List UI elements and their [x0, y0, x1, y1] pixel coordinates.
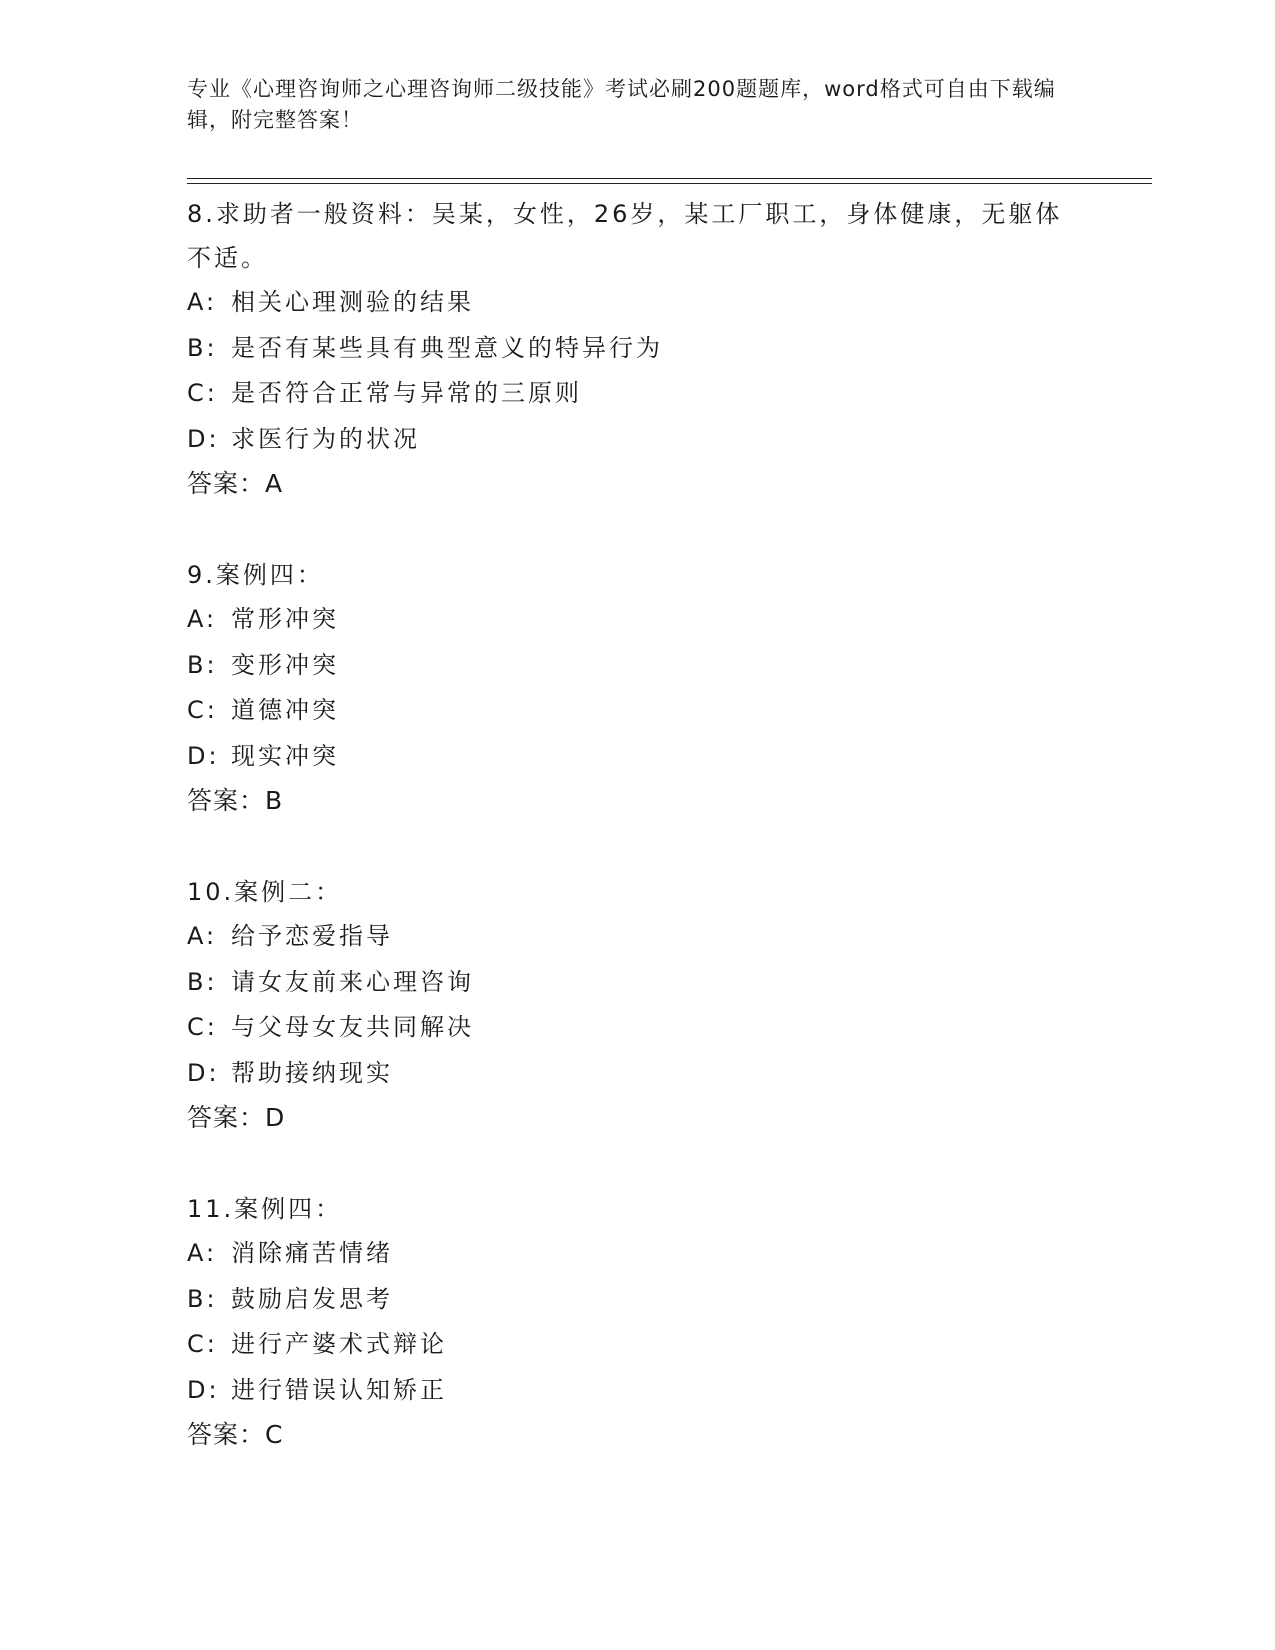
question-option-b [187, 326, 1067, 372]
question-option-b [187, 643, 1067, 689]
question-item [187, 870, 1067, 1140]
question-item [187, 1187, 1067, 1457]
option-letter: A: [187, 1239, 218, 1267]
question-option-b [187, 960, 1067, 1006]
question-option-c [187, 371, 1067, 417]
option-letter: D: [187, 1058, 220, 1087]
option-text: 常形冲突 [231, 605, 339, 633]
question-stem: 10.案例二： [187, 878, 343, 906]
option-letter: B: [187, 967, 218, 996]
option-text: 是否符合正常与异常的三原则 [231, 379, 582, 407]
question-option-b [187, 1277, 1067, 1323]
question-item [187, 553, 1067, 823]
document-header-intro: 专业《心理咨询师之心理咨询师二级技能》考试必刷200题题库，word格式可自由下载编辑，附完整答案！ [187, 77, 1056, 132]
question-option-d [187, 1051, 1067, 1097]
header-divider-line-bottom [187, 183, 1152, 184]
option-letter: B: [187, 650, 218, 679]
question-option-c [187, 1322, 1067, 1368]
option-text: 求医行为的状况 [231, 424, 420, 453]
option-letter: C: [187, 1013, 218, 1041]
option-text: 与父母女友共同解决 [231, 1013, 474, 1041]
option-text: 消除痛苦情绪 [231, 1239, 393, 1267]
option-letter: B: [187, 1284, 218, 1313]
option-letter: D: [187, 424, 220, 453]
question-option-a [187, 1231, 1067, 1277]
option-letter: A: [187, 922, 218, 950]
option-text: 变形冲突 [231, 650, 339, 679]
question-option-a [187, 914, 1067, 960]
option-letter: C: [187, 379, 218, 407]
question-answer: 答案：C [187, 1420, 284, 1449]
option-text: 给予恋爱指导 [231, 922, 393, 950]
option-letter: B: [187, 333, 218, 362]
option-text: 帮助接纳现实 [231, 1058, 393, 1087]
option-text: 道德冲突 [231, 696, 339, 724]
question-list [187, 192, 1067, 1504]
option-letter: C: [187, 696, 218, 724]
question-option-d [187, 734, 1067, 780]
option-letter: C: [187, 1330, 218, 1358]
question-option-d [187, 1368, 1067, 1414]
option-text: 相关心理测验的结果 [231, 288, 474, 316]
question-answer: 答案：D [187, 1103, 286, 1132]
option-text: 现实冲突 [231, 741, 339, 770]
option-letter: A: [187, 288, 218, 316]
option-text: 进行产婆术式辩论 [231, 1330, 447, 1358]
option-letter: D: [187, 741, 220, 770]
question-option-d [187, 417, 1067, 463]
question-option-a [187, 280, 1067, 326]
question-option-c [187, 1005, 1067, 1051]
option-letter: D: [187, 1375, 220, 1404]
option-text: 鼓励启发思考 [231, 1284, 393, 1313]
question-answer: 答案：A [187, 469, 284, 498]
option-letter: A: [187, 605, 218, 633]
question-stem: 9.案例四： [187, 561, 324, 589]
question-option-c [187, 688, 1067, 734]
question-answer: 答案：B [187, 786, 284, 815]
option-text: 请女友前来心理咨询 [231, 967, 474, 996]
option-text: 进行错误认知矫正 [231, 1375, 447, 1404]
question-stem: 11.案例四： [187, 1195, 343, 1223]
question-stem: 8.求助者一般资料：吴某，女性，26岁，某工厂职工，身体健康，无躯体不适。 [187, 200, 1063, 272]
question-item [187, 192, 1067, 506]
question-option-a [187, 597, 1067, 643]
header-divider-line-top [187, 178, 1152, 179]
option-text: 是否有某些具有典型意义的特异行为 [231, 333, 663, 362]
